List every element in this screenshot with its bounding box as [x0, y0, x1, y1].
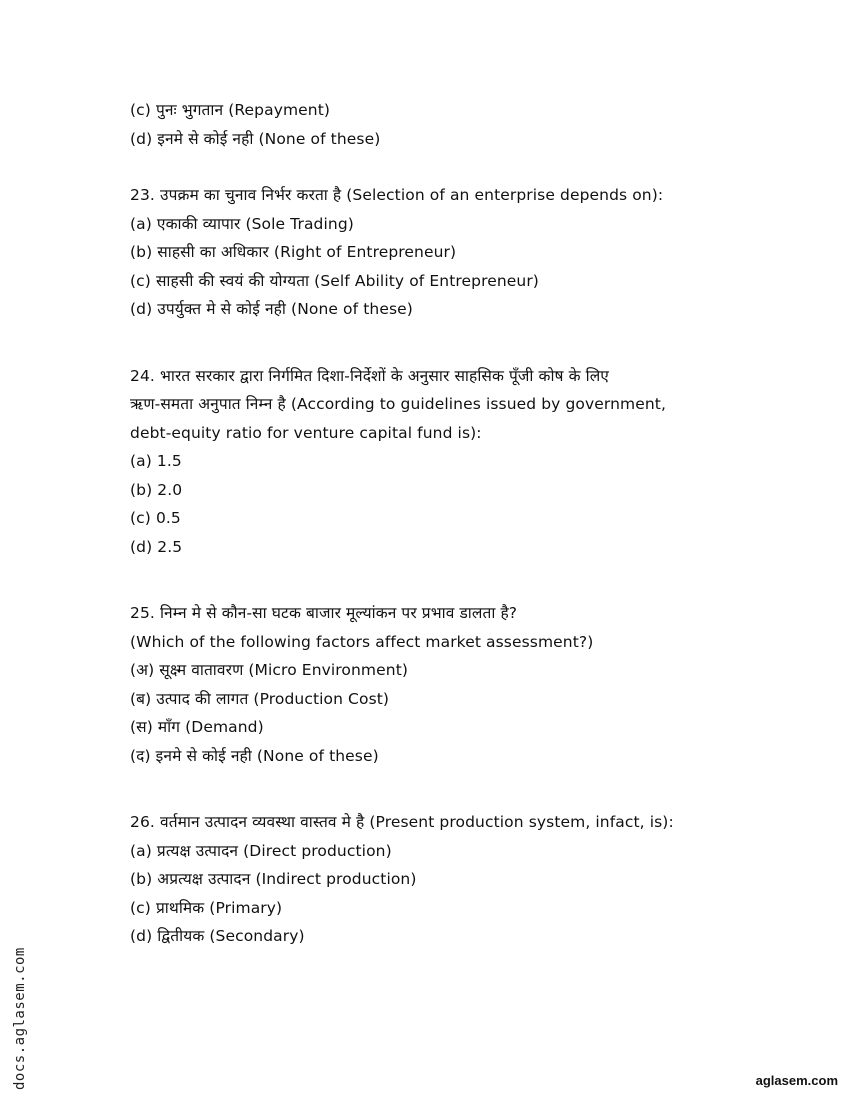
question-text-line-1: 24. भारत सरकार द्वारा निर्गमित दिशा-निर्देशों के अनुसार साहसिक पूँजी कोष के लिए: [130, 366, 609, 385]
option-d: (d) द्वितीयक (Secondary): [130, 927, 305, 945]
option-c: (स) माँग (Demand): [130, 718, 264, 736]
question-22-tail: [130, 96, 820, 153]
option-a: (a) एकाकी व्यापार (Sole Trading): [130, 214, 354, 233]
option-c: (c) प्राथमिक (Primary): [130, 898, 283, 917]
question-text-line-3: debt-equity ratio for venture capital fund is):: [130, 423, 482, 442]
option-c: (c) साहसी की स्वयं की योग्यता (Self Ability of Entrepreneur): [130, 271, 539, 290]
question-text: 26. वर्तमान उत्पादन व्यवस्था वास्तव मे है (Present production system, infact, is):: [130, 813, 674, 831]
option-b: (b) साहसी का अधिकार (Right of Entrepreneur): [130, 243, 457, 261]
question-24: [130, 362, 820, 562]
side-watermark: docs.aglasem.com: [12, 947, 28, 1090]
question-26: [130, 808, 820, 951]
option-d: (द) इनमे से कोई नही (None of these): [130, 746, 379, 765]
question-text: 23. उपक्रम का चुनाव निर्भर करता है (Selection of an enterprise depends on):: [130, 186, 664, 204]
option-b: (b) 2.0: [130, 480, 183, 499]
option-c: (c) पुनः भुगतान (Repayment): [130, 101, 331, 119]
question-text-line-1: 25. निम्न मे से कौन-सा घटक बाजार मूल्यांकन पर प्रभाव डालता है?: [130, 604, 518, 622]
option-a: (a) 1.5: [130, 452, 182, 470]
option-a: (अ) सूक्ष्म वातावरण (Micro Environment): [130, 661, 409, 679]
brand-footer: aglasem.com: [755, 1073, 838, 1088]
option-d: (d) 2.5: [130, 537, 183, 556]
option-b: (ब) उत्पाद की लागत (Production Cost): [130, 689, 390, 708]
option-c: (c) 0.5: [130, 509, 181, 527]
option-b: (b) अप्रत्यक्ष उत्पादन (Indirect production): [130, 870, 417, 888]
question-text-line-2: (Which of the following factors affect market assessment?): [130, 632, 594, 651]
option-d: (d) उपर्युक्त मे से कोई नही (None of these): [130, 300, 413, 318]
question-25: [130, 599, 820, 770]
question-23: [130, 181, 820, 324]
document-page: [130, 96, 820, 951]
option-a: (a) प्रत्यक्ष उत्पादन (Direct production): [130, 841, 392, 860]
option-d: (d) इनमे से कोई नही (None of these): [130, 129, 381, 148]
question-text-line-2: ऋण-समता अनुपात निम्न है (According to guidelines issued by government,: [130, 395, 666, 413]
